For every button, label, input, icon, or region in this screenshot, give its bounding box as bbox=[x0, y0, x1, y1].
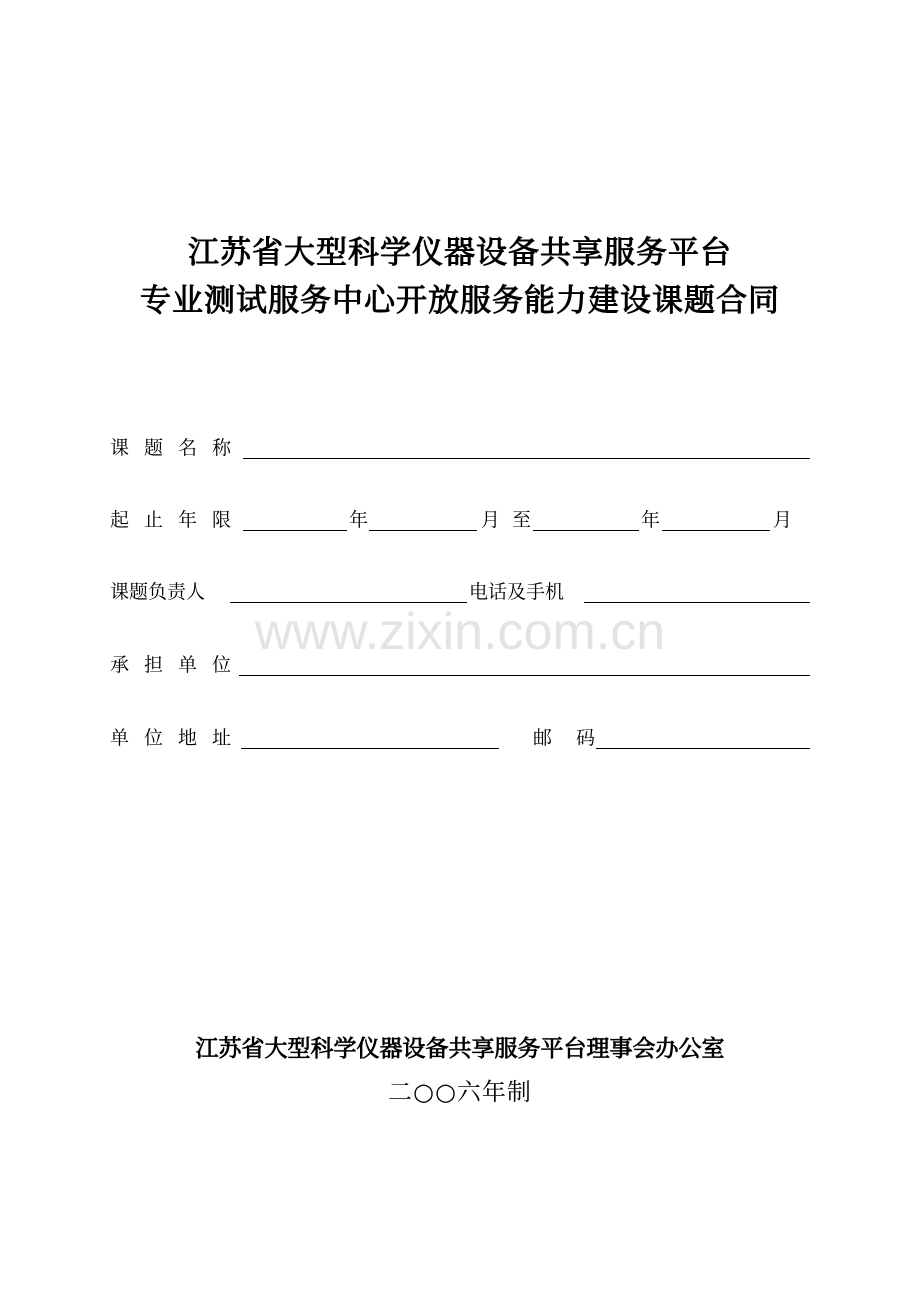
unit-field[interactable] bbox=[239, 675, 810, 676]
issuing-office: 江苏省大型科学仪器设备共享服务平台理事会办公室 bbox=[195, 1036, 725, 1062]
watermark-text: www.zixin.com.cn bbox=[254, 603, 666, 661]
project-name-row bbox=[0, 437, 920, 467]
address-field[interactable] bbox=[241, 748, 499, 749]
address-row bbox=[0, 727, 920, 757]
start-year-field[interactable] bbox=[243, 530, 347, 531]
end-month-field[interactable] bbox=[662, 530, 770, 531]
start-month-field[interactable] bbox=[369, 530, 477, 531]
project-name-field[interactable] bbox=[243, 458, 810, 459]
leader-label: 课题负责人 bbox=[110, 581, 206, 603]
address-label: 单位地址 bbox=[110, 727, 247, 749]
issue-date: 二○○六年制 bbox=[388, 1078, 532, 1106]
period-to-label: 至 bbox=[512, 509, 532, 531]
start-year-unit: 年 bbox=[349, 509, 369, 531]
document-title-line1: 江苏省大型科学仪器设备共享服务平台 bbox=[188, 235, 732, 271]
end-year-field[interactable] bbox=[533, 530, 639, 531]
end-year-unit: 年 bbox=[641, 509, 661, 531]
project-name-label: 课题名称 bbox=[110, 437, 247, 459]
postcode-field[interactable] bbox=[596, 748, 810, 749]
period-row bbox=[0, 509, 920, 539]
unit-label: 承担单位 bbox=[110, 654, 247, 676]
end-month-unit: 月 bbox=[773, 509, 793, 531]
period-label: 起止年限 bbox=[110, 509, 247, 531]
phone-label: 电话及手机 bbox=[469, 581, 565, 603]
document-title-line2: 专业测试服务中心开放服务能力建设课题合同 bbox=[140, 283, 780, 319]
postcode-label: 邮码 bbox=[533, 727, 620, 749]
start-month-unit: 月 bbox=[481, 509, 501, 531]
